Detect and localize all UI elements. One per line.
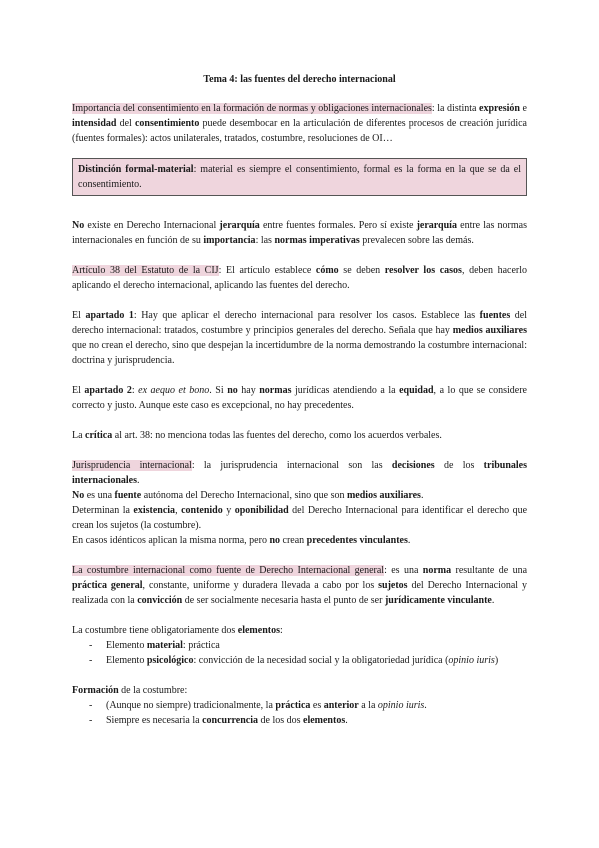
text: Siempre es necesaria la	[106, 715, 203, 726]
bold-text: normas imperativas	[274, 235, 360, 246]
text: : El artículo establece	[218, 265, 316, 276]
text: , deben hacerlo aplicando el derecho internacional, aplicando las fuentes del derecho.	[72, 265, 527, 291]
text: La	[72, 430, 86, 441]
bold-text: normas	[259, 385, 292, 396]
bold-text: psicológico	[146, 655, 194, 666]
text: existe en Derecho Internacional	[84, 220, 220, 231]
bold-text: intensidad	[72, 118, 117, 129]
apartado2-paragraph	[72, 383, 527, 413]
bold-text: elementos	[303, 715, 346, 726]
bold-text: fuentes	[479, 310, 511, 321]
text: .	[407, 535, 411, 546]
text: : la distinta	[431, 103, 480, 114]
bold-text: norma	[422, 565, 452, 576]
italic-text: opinio iuris	[448, 655, 495, 666]
bold-text: jerarquía	[219, 220, 260, 231]
text: :	[280, 625, 283, 636]
italic-text: ex aequo et bono	[138, 385, 210, 396]
text: entre las normas internacionales en función de su	[72, 220, 527, 246]
text: entre fuentes formales. Pero sí existe	[259, 220, 417, 231]
text: es	[310, 700, 324, 711]
formacion-list	[72, 698, 527, 728]
text: : material es siempre el consentimiento, formal es la forma en la que se da el consentimiento.	[78, 164, 522, 190]
list-item	[106, 698, 527, 713]
bold-text: resolver los casos	[384, 265, 462, 276]
critica-paragraph	[72, 428, 527, 443]
bold-text: expresión	[479, 103, 520, 114]
text: e	[519, 103, 527, 114]
bold-text: medios auxiliares	[346, 490, 421, 501]
text: : práctica	[182, 640, 220, 651]
text: se deben	[338, 265, 385, 276]
highlight: Importancia del consentimiento en la formación de normas y obligaciones internacionales	[72, 103, 432, 114]
text: que no crean el derecho, sino que despejan la incertidumbre de la norma demostrando la costumbre internacional: doctrina y jurisprudencia.	[72, 340, 527, 366]
bold-text: convicción	[137, 595, 183, 606]
definition-box	[72, 158, 527, 196]
text: de los	[434, 460, 484, 471]
text: resultante de una	[451, 565, 528, 576]
text: ,	[175, 505, 182, 516]
elementos-list	[72, 638, 527, 668]
text: : convicción de la necesidad social y la obligatoriedad jurídica (	[193, 655, 449, 666]
bold-text: importancia	[203, 235, 256, 246]
text: : Hay que aplicar el derecho internacional para resolver los casos. Establece las	[133, 310, 480, 321]
elementos-paragraph	[72, 623, 527, 638]
bold-text: sujetos	[378, 580, 408, 591]
text: El	[72, 310, 86, 321]
text: de ser socialmente necesaria hasta el punto de ser	[182, 595, 385, 606]
intro-paragraph	[72, 101, 527, 146]
text: .	[420, 490, 424, 501]
bold-text: jerarquía	[416, 220, 457, 231]
text: autónoma del Derecho Internacional, sino que son	[141, 490, 347, 501]
text: del derecho internacional: tratados, costumbre y principios generales del derecho. Señala que hay	[72, 310, 527, 336]
document-content	[72, 72, 527, 728]
text: , constante, uniforme y duradera llevada a cabo por los	[142, 580, 379, 591]
highlight: Jurisprudencia internacional	[72, 460, 192, 471]
jurisprudencia-line-2	[72, 488, 527, 503]
list-item	[106, 653, 527, 668]
jurisprudencia-line-3	[72, 503, 527, 533]
text: )	[494, 655, 499, 666]
bold-text: no	[227, 385, 238, 396]
text: prevalecen sobre las demás.	[359, 235, 474, 246]
bold-text: existencia	[133, 505, 176, 516]
text: del Derecho Internacional y realizada con la	[72, 580, 527, 606]
bold-text: cómo	[315, 265, 339, 276]
bold-text: Distinción formal-material	[78, 164, 194, 175]
bold-text: apartado 2	[84, 385, 132, 396]
bold-text: equidad	[399, 385, 434, 396]
highlight: La costumbre internacional como fuente de Derecho Internacional general	[72, 565, 385, 576]
bold-text: fuente	[114, 490, 142, 501]
text: es una	[84, 490, 115, 501]
list-item	[106, 638, 527, 653]
text: Elemento	[106, 655, 147, 666]
text: La costumbre tiene obligatoriamente dos	[72, 625, 238, 636]
bold-text: concurrencia	[202, 715, 258, 726]
bold-text: contenido	[181, 505, 223, 516]
text: : es una	[384, 565, 423, 576]
bold-text: tribunales internacionales	[72, 460, 528, 486]
bold-text: Formación	[72, 685, 119, 696]
list-item	[106, 713, 527, 728]
text: : las	[255, 235, 275, 246]
text: y	[222, 505, 235, 516]
text: :	[131, 385, 139, 396]
text: (Aunque no siempre) tradicionalmente, la	[106, 700, 276, 711]
bold-text: no	[269, 535, 281, 546]
highlight: Artículo 38 del Estatuto de la CIJ	[72, 265, 219, 276]
bold-text: No	[72, 220, 85, 231]
bold-text: jurídicamente vinculante	[384, 595, 492, 606]
text: . Si	[209, 385, 228, 396]
text: .	[424, 700, 427, 711]
art38-paragraph	[72, 263, 527, 293]
italic-text: opinio iuris	[377, 700, 425, 711]
text: : la jurisprudencia internacional son las	[191, 460, 392, 471]
text: El	[72, 385, 85, 396]
text: .	[137, 475, 140, 486]
bold-text: decisiones	[391, 460, 435, 471]
text: del Derecho Internacional para identificar el derecho que crean los sujetos (la costumbre).	[72, 505, 528, 531]
bold-text: elementos	[237, 625, 280, 636]
jurisprudencia-line-4	[72, 533, 527, 548]
bold-text: apartado 1	[85, 310, 134, 321]
costumbre-paragraph	[72, 563, 527, 608]
text: En casos idénticos aplican la misma norma, pero	[72, 535, 270, 546]
bold-text: práctica	[275, 700, 311, 711]
text: de los dos	[258, 715, 303, 726]
text: Elemento	[106, 640, 147, 651]
bold-text: consentimiento	[134, 118, 200, 129]
document-title: Tema 4: las fuentes del derecho internacional	[203, 74, 396, 85]
text: puede desembocar en la articulación de diferentes procesos de creación jurídica (fuentes formales): actos unilaterales, tratados, costumbre, resoluciones de OI…	[72, 118, 527, 144]
text: .	[491, 595, 495, 606]
text: a la	[358, 700, 378, 711]
bold-text: medios auxiliares	[452, 325, 528, 336]
text: crean	[280, 535, 307, 546]
text: de la costumbre:	[118, 685, 188, 696]
definition-text	[78, 162, 521, 192]
formacion-paragraph	[72, 683, 527, 698]
text: al art. 38: no menciona todas las fuentes del derecho, como los acuerdos verbales.	[112, 430, 442, 441]
bold-text: anterior	[323, 700, 359, 711]
bold-text: No	[72, 490, 85, 501]
bold-text: oponibilidad	[234, 505, 289, 516]
jurisprudencia-paragraph	[72, 458, 527, 488]
text: , a lo que se considere correcto y justo. Aunque este caso es excepcional, no hay precedentes.	[72, 385, 527, 411]
text: .	[345, 715, 348, 726]
text: jurídicas atendiendo a la	[291, 385, 400, 396]
bold-text: precedentes vinculantes	[306, 535, 408, 546]
jerarquia-paragraph	[72, 218, 527, 248]
bold-text: material	[146, 640, 183, 651]
bold-text: práctica general	[72, 580, 143, 591]
text: Determinan la	[72, 505, 134, 516]
text: hay	[237, 385, 260, 396]
text: del	[116, 118, 135, 129]
apartado1-paragraph	[72, 308, 527, 368]
bold-text: crítica	[85, 430, 113, 441]
